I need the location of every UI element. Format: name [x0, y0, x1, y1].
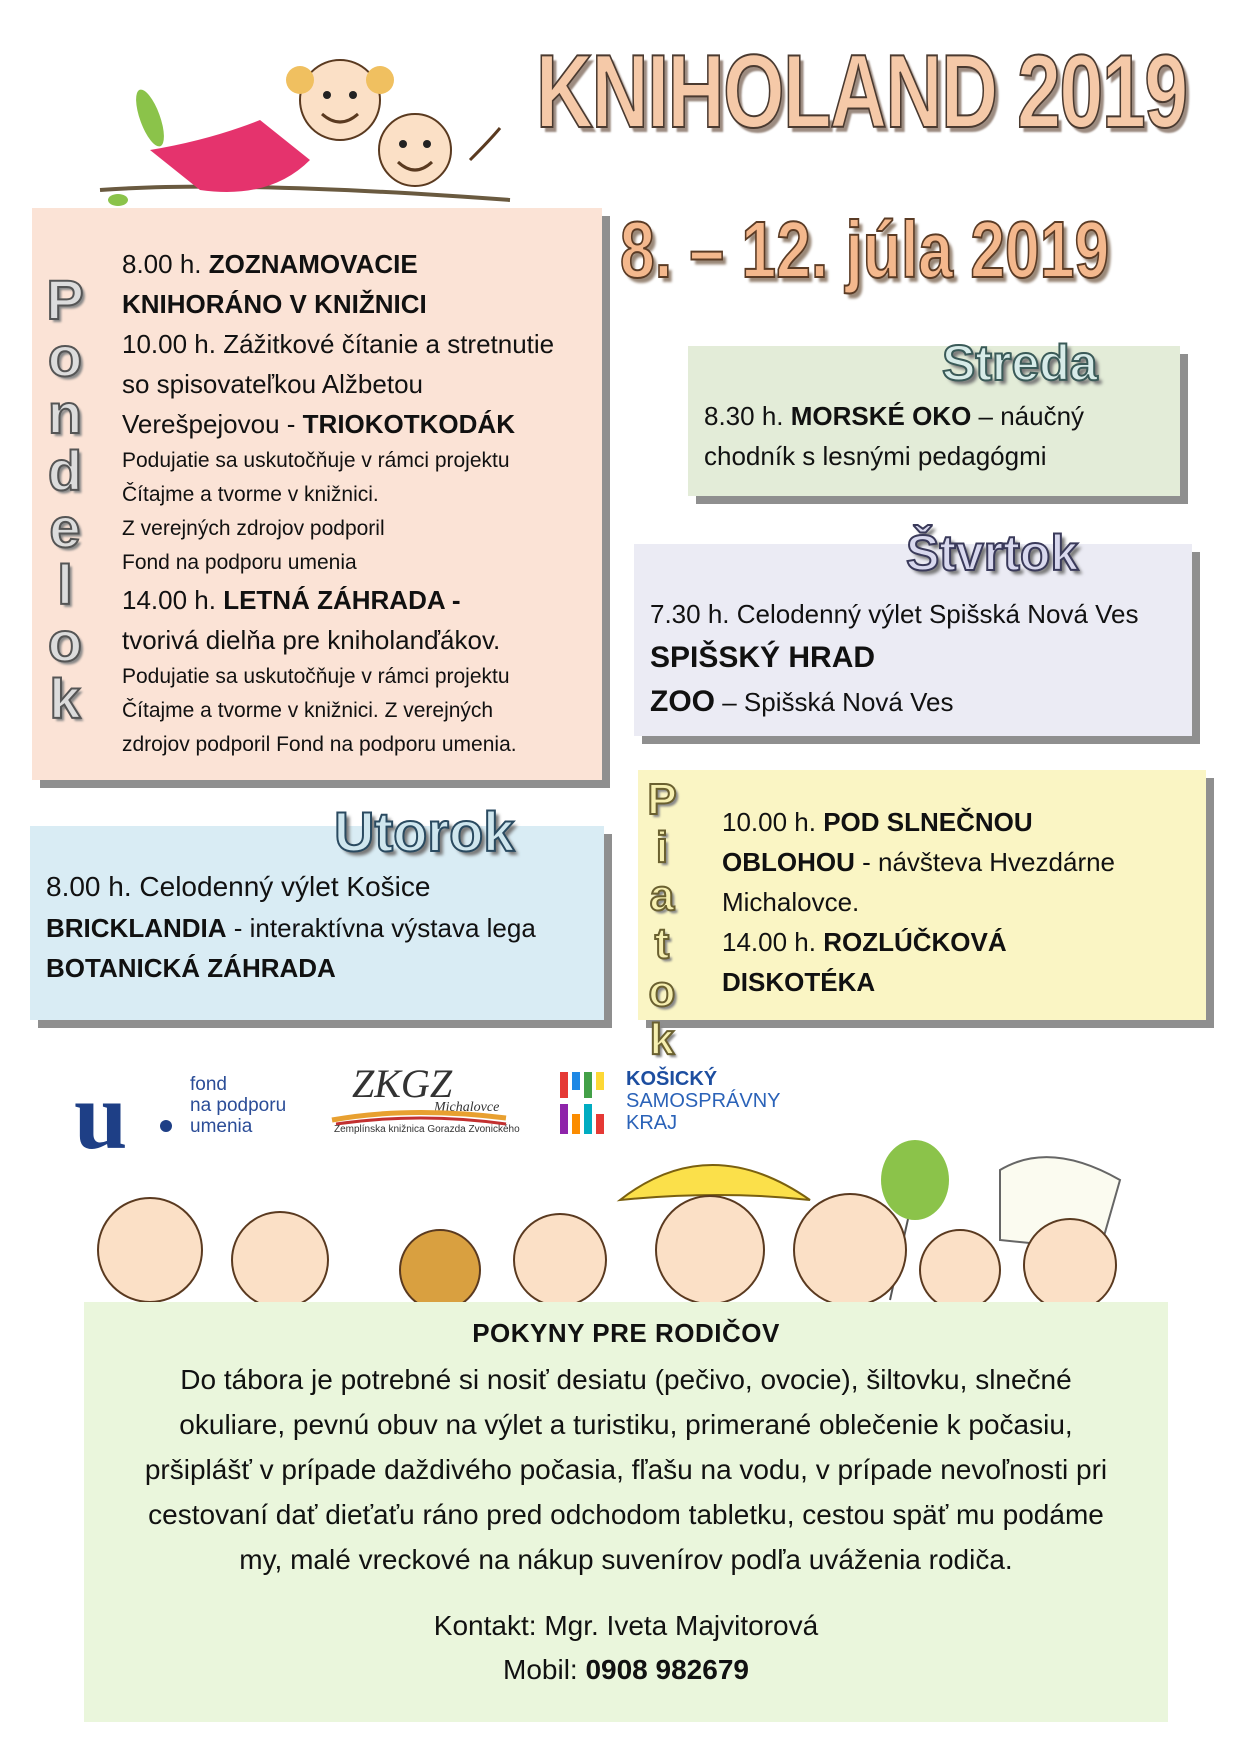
kids-reading-illustration — [90, 40, 540, 220]
monday-day-label: P o n d e l o k — [46, 268, 84, 730]
zkgz-logo-swoosh — [330, 1104, 510, 1126]
parents-heading: POKYNY PRE RODIČOV — [472, 1318, 780, 1348]
zkgz-logo-fullname: Zemplínska knižnica Gorazda Zvonického — [334, 1124, 520, 1135]
ksk-logo-mark — [558, 1070, 618, 1140]
parents-instructions — [84, 1302, 1168, 1692]
thursday-day-label: Štvrtok — [906, 525, 1079, 581]
parents-body: Do tábora je potrebné si nosiť desiatu (pečivo, ovocie), šiltovku, slnečné okuliare, pevnú obuv na výlet a turistiku, primerané oblečenie k počasiu, pršiplášť v prípade daždivého počasia, fľašu na vodu, v prípade nevoľnosti pri cestovaní dať dieťaťu ráno pred odchodom tabletku, cestou späť mu podáme my, malé vreckové na nákup suvenírov podľa uváženia rodiča. — [144, 1364, 1108, 1575]
contact-info: Kontakt: Mgr. Iveta Majvitorová Mobil: 0908 982679 — [433, 1610, 819, 1685]
event-dates: 8. – 12. júla 2019 — [620, 205, 1110, 294]
tuesday-day-label: Utorok — [334, 800, 515, 863]
kids-group-illustration — [40, 1140, 1200, 1310]
friday-program: 10.00 h. POD SLNEČNOU OBLOHOU - návšteva Hvezdárne Michalovce. 14.00 h. ROZLÚČKOVÁ DISKOTÉKA — [722, 807, 1116, 997]
fond-logo-text: fond na podporu umenia — [190, 1074, 287, 1137]
friday-day-label: P i a t o k — [647, 775, 677, 1064]
monday-program: 8.00 h. ZOZNAMOVACIE KNIHORÁNO V KNIŽNICI 10.00 h. Zážitkové čítanie a stretnutie so spisovateľkou Alžbetou Verešpejovou - TRIOKOTKODÁK Podujatie sa uskutočňuje v rámci projektu Čítajme a tvorme v knižnici. Z verejných zdrojov podporil Fond na podporu umenia 14.00 h. LETNÁ ZÁHRADA - tvorivá dielňa pre kniholanďákov. Podujatie sa uskutočňuje v rámci projektu Čítajme a tvorme v knižnici. Z verejných zdrojov podporil Fond na podporu umenia. — [122, 249, 555, 756]
tuesday-program: 8.00 h. Celodenný výlet Košice BRICKLANDIA - interaktívna výstava lega BOTANICKÁ ZÁHRADA — [46, 871, 536, 983]
zkgz-logo: ZKGZ — [352, 1061, 453, 1106]
fond-logo-letter: u — [74, 1062, 128, 1169]
wednesday-day-label: Streda — [942, 335, 1098, 391]
wednesday-program: 8.30 h. MORSKÉ OKO – náučný chodník s lesnými pedagógmi — [704, 401, 1085, 471]
poster-title: KNIHOLAND 2019 — [536, 34, 1187, 150]
thursday-program: 7.30 h. Celodenný výlet Spišská Nová Ves SPIŠSKÝ HRAD ZOO – Spišská Nová Ves — [650, 599, 1139, 718]
fond-logo-dot — [160, 1120, 172, 1132]
zkgz-logo-city: Michalovce — [434, 1100, 500, 1115]
ksk-logo-text: KOŠICKÝ SAMOSPRÁVNY KRAJ — [626, 1068, 781, 1134]
